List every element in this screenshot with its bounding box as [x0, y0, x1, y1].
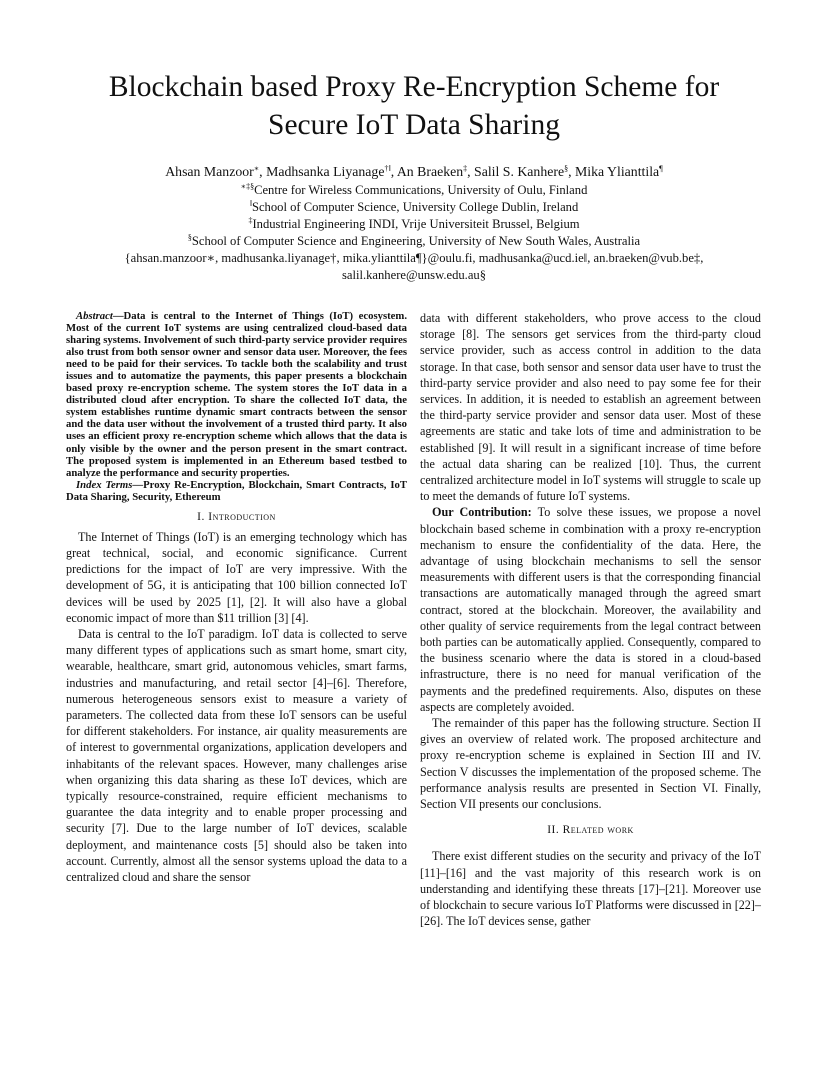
section-1-title: Introduction [208, 510, 276, 523]
section-heading-introduction [66, 509, 407, 525]
contribution-paragraph [420, 504, 761, 715]
author-3-mark: ‡ [463, 164, 468, 173]
contribution-text: To solve these issues, we propose a novel blockchain based scheme in combination with a proxy re-encryption mechanism to ensure the confidentiality of the data. Here, the advantage of using blockchain mechanisms to sell the sensor measurements with different users is that the corresponding financial transactions are automatically managed through the agreed smart contract, stored at the blockchain. Moreover, the availability and other quality of service requirements from the legal contract between both parties can be automatically applied. Consequently, compared to the business scenario where the data is stored in a cloud-based infrastructure, there is no need for manual verification of the payments and the predefined requirements. Also, disputes on these aspects are completely avoided. [420, 505, 761, 714]
author-1: Ahsan Manzoor [165, 164, 254, 179]
title-line-2: Secure IoT Data Sharing [268, 109, 560, 141]
abstract-label: Abstract [76, 310, 113, 322]
structure-paragraph: The remainder of this paper has the following structure. Section II gives an overview of related work. The proposed architecture and proxy re-encryption scheme is explained in Section III and IV. Section V discusses the implementation of the proposed scheme. The performance analysis results are presented in Section VI. Finally, Section VII presents our conclusions. [420, 716, 761, 812]
author-4: Salil S. Kanhere [474, 164, 565, 179]
author-5: Mika Ylianttila [574, 164, 660, 179]
email-line-1: {ahsan.manzoor∗, madhusanka.liyanage†, mika.ylianttila¶}@oulu.fi, madhusanka@ucd.ie‖, an.braeken@vub.be‡, [124, 251, 704, 265]
affiliation-2-mark: ‖ [249, 199, 252, 208]
author-2: Madhsanka Liyanage [266, 164, 385, 179]
affiliation-4-text: School of Computer Science and Engineering, University of New South Wales, Australia [191, 234, 641, 248]
author-3: An Braeken [396, 164, 464, 179]
intro-paragraph-1: The Internet of Things (IoT) is an emerging technology which has great technical, social, and economic significance. Current predictions for the impact of IoT are very impressive. With the development of 5G, it is anticipating that 100 billion connected IoT devices will be used by 2025 [1], [2]. It will also have a global economic impact of more than $11 trillion [3] [4]. [66, 529, 407, 625]
affiliation-1-text: Centre for Wireless Communications, University of Oulu, Finland [254, 183, 588, 197]
affiliation-1 [40, 182, 788, 199]
section-2-number: II. [547, 824, 563, 837]
author-1-mark: ∗ [253, 164, 260, 173]
section-2-title: Related work [562, 824, 634, 837]
intro-paragraph-2: Data is central to the IoT paradigm. IoT data is collected to serve many different types of applications such as smart home, smart city, wearable, healthcare, smart grid, autonomous vehicles, smart farms, industries and manufacturing, and retail sector [4]–[6]. Therefore, numerous heterogeneous sensors exist to measure a variety of parameters. The collected data from these IoT sensors can be useful for different stakeholders. For instance, air quality measurements are of interest to governmental organizations, application developers and inhabitants of the relevant spaces. However, many challenges arise when organizing this data sharing as these IoT devices, which are typically resource-constrained, require efficient mechanisms to guarantee the data integrity and to enable proper processing and security [7]. Due to the large number of IoT devices, scalable deployment, and maintenance costs [5] should also be taken into account. Currently, almost all the sensor systems upload the data to a centralized cloud and share the sensor [66, 626, 407, 885]
index-terms-label: Index Terms [76, 478, 133, 491]
abstract-text: —Data is central to the Internet of Things (IoT) ecosystem. Most of the current IoT systems are using centralized cloud-based data sharing systems. Involvement of such third-party service provider requires also trust from both sensor owner and sensor data user. Moreover, the fees need to be paid for their services. To tackle both the scalability and trust issues and to automatize the payments, this paper presents a blockchain based proxy re-encryption scheme. The system stores the IoT data in a distributed cloud after encryption. To share the collected IoT data, the system establishes runtime dynamic smart contracts between the sensor and the data user without the involvement of a trusted third party. It also uses an efficient proxy re-encryption scheme which allows that the data is only visible by the owner and the person present in the smart contract. The proposed system is implemented in an Ethereum based testbed to analyze the performance and security properties. [66, 310, 407, 479]
contribution-label: Our Contribution: [432, 505, 532, 520]
related-paragraph-1: There exist different studies on the security and privacy of the IoT [11]–[16] and the vast majority of this research work is on understanding and identifying these threats [17]–[21]. Moreover use of blockchain to secure various IoT Platforms were discussed in [22]–[26]. The IoT devices sense, gather [420, 849, 761, 929]
author-4-mark: § [564, 164, 569, 173]
author-2-mark: †‖ [384, 164, 391, 173]
affiliation-3-text: Industrial Engineering INDI, Vrije Universiteit Brussel, Belgium [252, 217, 580, 231]
section-1-number: I. [197, 510, 209, 523]
abstract [66, 310, 407, 479]
affiliation-4-mark: § [187, 233, 192, 242]
affiliation-1-mark: ∗‡§ [240, 182, 255, 191]
section-heading-related-work [420, 822, 761, 838]
affiliation-4 [40, 233, 788, 250]
affiliation-3 [40, 216, 788, 233]
email-line-2: salil.kanhere@unsw.edu.au§ [341, 268, 487, 282]
index-terms-text: —Proxy Re-Encryption, Blockchain, Smart Contracts, IoT Data Sharing, Security, Ethereum [66, 478, 407, 503]
title-line-1: Blockchain based Proxy Re-Encryption Scheme for [108, 71, 720, 103]
index-terms [66, 479, 407, 503]
paper-title [40, 68, 788, 144]
author-block [40, 162, 788, 284]
author-5-mark: ¶ [659, 164, 663, 173]
affiliation-3-mark: ‡ [248, 216, 253, 225]
author-names: Ahsan Manzoor∗, Madhsanka Liyanage†‖, An Braeken‡, Salil S. Kanhere§, Mika Ylianttila¶ [165, 164, 663, 179]
affiliation-2 [40, 199, 788, 216]
intro-paragraph-continued: data with different stakeholders, who prove access to the cloud storage [8]. The sensors get services from the third-party cloud service provider, such as access control in addition to the data storage. In that case, both sensor and sensor data user have to trust the third-party service provider and also need to pay some fee for their services. In addition, it is needed to establish an agreement between the third-party service provider and sensor data user. Most of these agreements are static and take lots of time and administration to be established [9]. It will result in a significant increase of time before the actual data sharing can be realized [10]. Thus, the current centralized architecture model in IoT systems will struggle to scale up to meet the demands of future IoT systems. [420, 311, 761, 504]
affiliation-2-text: School of Computer Science, University College Dublin, Ireland [251, 200, 579, 214]
right-column [420, 310, 761, 929]
left-column [66, 310, 407, 885]
